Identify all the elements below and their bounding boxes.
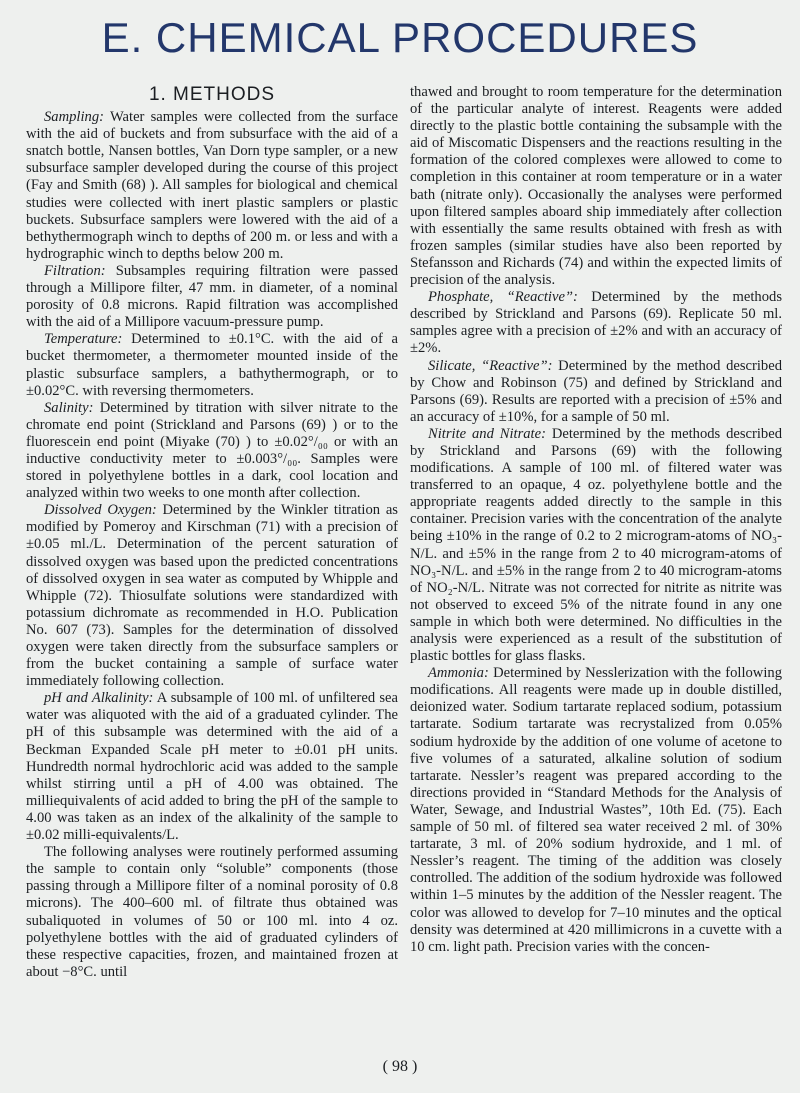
paragraph-text: Subsamples requiring filtration were passed through a Millipore filter, 47 mm. in diameter, of a nominal porosity of 0.8 microns. Rapid filtration was accomplished with the aid of a Millipore vacuum-pressure pump.: [26, 262, 398, 331]
paragraph: [410, 289, 782, 357]
paragraph-lead: Ammonia:: [428, 665, 489, 682]
paragraph-lead: Silicate, “Reactive”:: [428, 357, 553, 374]
paragraph: [410, 426, 782, 665]
paragraph-text: thawed and brought to room temperature for the determination of the particular analyte of interest. Reagents were added directly to the plastic bottle containing the subsample with the aid of Miscomatic Dispensers and the reactions resulting in the formation of the colored complexes were allowed to come to completion in this container at room temperature or in a water bath (nitrate only). Occasionally the analyses were performed upon filtered samples aboard ship immediately after collection with essentially the same results obtained with fresh as with frozen samples (similar studies have also been reported by Stefansson and Richards (74) and within the expected limits of precision of the analysis.: [410, 84, 782, 289]
paragraph: [26, 331, 398, 399]
paragraph-text: A subsample of 100 ml. of unfiltered sea water was aliquoted with the aid of a graduated cylinder. The pH of this subsample was determined with the aid of a Beckman Expanded Scale pH meter to ±0.01 pH units. Hundredth normal hydrochloric acid was added to the sample whilst stirring until a pH of 4.00 was obtained. The milliequivalents of acid added to bring the pH of the sample to 4.00 was taken as an index of the alkalinity of the sample to ±0.02 milli-equivalents/L.: [26, 690, 398, 844]
right-column: [410, 84, 782, 956]
paragraph: [26, 263, 398, 331]
paragraph: [410, 84, 782, 289]
paragraph-text: Determined by Nesslerization with the following modifications. All reagents were made up in double distilled, deionized water. Sodium tartarate replaced sodium, potassium tartarate. Sodium tartarate was recrystalized from 0.05% sodium hydroxide by the addition of one volume of acetone to five volumes of a saturated, alkaline solution of sodium tartarate. Nessler’s reagent was prepared according to the directions provided in “Standard Methods for the Analysis of Water, Sewage, and Industrial Wastes”, 10th Ed. (75). Each sample of 50 ml. of filtered sea water received 2 ml. of 30% tartarate, 3 ml. of 20% sodium hydroxide, and 1 ml. of Nessler’s reagent. The timing of the addition was closely controlled. The addition of the sodium hydroxide was followed within 1–5 minutes by the addition of the Nessler reagent. The color was allowed to develop for 7–10 minutes and the optical density was determined at 420 millimicrons in a cuvette with a 10 cm. light path. Precision varies with the concen-: [410, 665, 782, 955]
left-paragraphs: [26, 109, 398, 981]
paragraph-text: Determined by the Winkler titration as modified by Pomeroy and Kirschman (71) with a precision of ±0.05 ml./L. Determination of the percent saturation of dissolved oxygen was based upon the predicted concentrations of dissolved oxygen in sea water as computed by Whipple and Whipple (72). Thiosulfate solutions were standardized with potassium dichromate as recommended in H.O. Publication No. 607 (73). Samples for the determination of dissolved oxygen were taken directly from the subsurface samplers or from the bucket containing a sample of surface water immediately following collection.: [26, 502, 398, 690]
paragraph: [26, 502, 398, 690]
right-paragraphs: [410, 84, 782, 956]
page-title: E. CHEMICAL PROCEDURES: [101, 14, 699, 61]
paragraph: [26, 690, 398, 844]
paragraph: [26, 844, 398, 981]
paragraph-lead: Salinity:: [44, 399, 94, 416]
paragraph-lead: Temperature:: [44, 331, 123, 348]
paragraph-lead: pH and Alkalinity:: [44, 690, 154, 707]
paragraph-lead: Phosphate, “Reactive”:: [428, 289, 578, 306]
paragraph: [26, 400, 398, 503]
paragraph-text: Determined by the methods described by Strickland and Parsons (69) with the following modifications. A sample of 100 ml. of filtered water was transferred to an opaque, 4 oz. polyethylene bottle and the appropriate reagents added directly to the sample in this container. Precision varies with the concentration of the analyte being ±10% in the range of 0.2 to 2 microgram-atoms of NO₃-N/L. and ±5% in the range from 2 to 40 microgram-atoms of NO₃-N/L. and ±5% in the range from 2 to 40 microgram-atoms of NO₂-N/L. Nitrate was not corrected for nitrite as nitrite was not observed to exceed 5% of the nitrate found in any one sample in which both were determined. No difficulties in the analysis were experienced as a result of the substitution of plastic bottles for glass flasks.: [410, 425, 783, 665]
paragraph-text: Determined by the methods described by Strickland and Parsons (69). Replicate 50 ml. samples agree with a precision of ±2% and with an accuracy of ±2%.: [410, 289, 783, 357]
section-heading: 1. METHODS: [148, 84, 276, 105]
paragraph-text: Water samples were collected from the surface with the aid of buckets and from subsurface with the aid of a snatch bottle, Nansen bottles, Van Dorn type sampler, or a new subsurface sampler developed during the course of this project (Fay and Smith (68) ). All samples for biological and chemical studies were collected with inert plastic samplers or plastic buckets. Subsurface samplers were lowered with the aid of a bethythermograph winch to depths of 200 m. or less and with a hydrographic winch to depths below 200 m.: [26, 109, 398, 262]
paragraph-lead: Sampling:: [44, 109, 104, 126]
paragraph: [410, 358, 782, 426]
paragraph-lead: Dissolved Oxygen:: [44, 502, 157, 519]
paragraph-text: Determined to ±0.1°C. with the aid of a bucket thermometer, a thermometer mounted inside of the plastic subsurface samplers, a bathythermograph, or to ±0.02°C. with reversing thermometers.: [26, 331, 398, 399]
page-number: ( 98 ): [382, 1058, 418, 1075]
paragraph-text: The following analyses were routinely performed assuming the sample to contain only “soluble” components (those passing through a Millipore filter of a nominal porosity of 0.8 microns). The 400–600 ml. of filtrate thus obtained was subaliquoted in volumes of 50 or 100 ml. into 4 oz. polyethylene bottles with the aid of graduated cylinders of these respective capacities, frozen, and maintained frozen at about −8°C. until: [26, 844, 398, 980]
paragraph: [26, 109, 398, 263]
paragraph: [410, 665, 782, 956]
paragraph-text: Determined by the method described by Chow and Robinson (75) and defined by Strickland and Parsons (69). Results are reported with a precision of ±5% and an accuracy of ±10%, for a sample of 50 ml.: [410, 357, 782, 425]
paragraph-lead: Filtration:: [44, 262, 106, 279]
paragraph-lead: Nitrite and Nitrate:: [428, 425, 546, 442]
left-column: [26, 86, 398, 981]
paragraph-text: Determined by titration with silver nitrate to the chromate end point (Strickland and Parsons (69) ) or to the fluorescein end point (Miyake (70) ) to ±0.02°/₀₀ or with an inductive conductivity meter to ±0.003°/₀₀. Samples were stored in polyethylene bottles in a dark, cool location and analyzed within two weeks to one month after collection.: [26, 399, 398, 502]
